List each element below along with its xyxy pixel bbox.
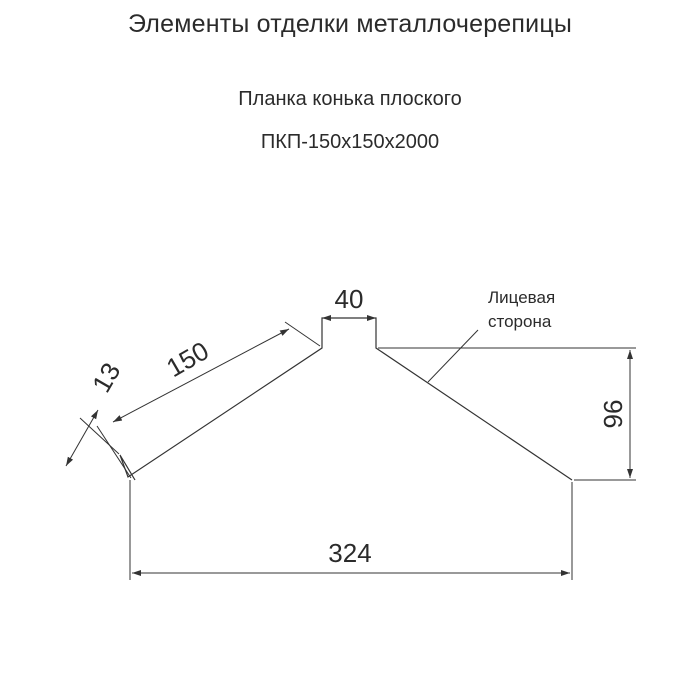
total-width-label: 324 [328, 538, 372, 568]
height-label: 96 [598, 399, 628, 429]
slope-length-dimension [97, 322, 320, 478]
slope-length-label: 150 [161, 335, 214, 384]
face-side-leader [428, 330, 478, 382]
face-side-label-line1: Лицевая [488, 288, 556, 307]
page-title: Элементы отделки металлочерепицы [127, 10, 573, 38]
top-width-label: 40 [334, 284, 364, 314]
product-code: ПКП-150х150х2000 [260, 131, 440, 153]
product-name: Планка конька плоского [238, 88, 462, 110]
face-side-label-line2: сторона [488, 312, 552, 331]
hem-label: 13 [85, 357, 127, 398]
hem-dimension [66, 410, 119, 466]
